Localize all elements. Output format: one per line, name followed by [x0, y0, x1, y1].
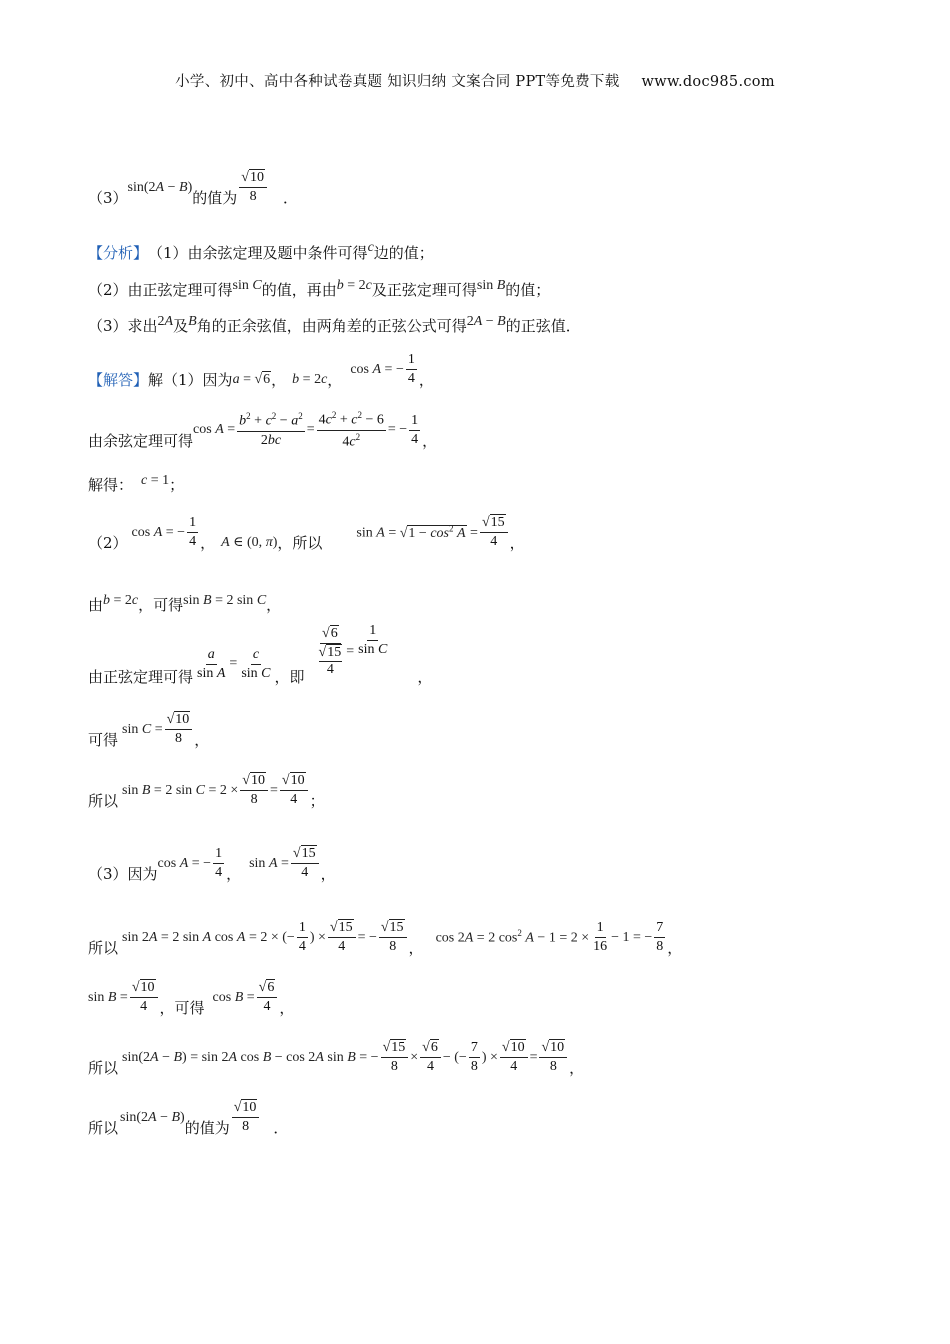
solution-2-line-1: （2） cos A = − $\frac{1}{4}$ ， A ∈ (0, π) ， 所以 sin A = √ $1 - \cos^2 A$ = √ $\frac{15}{4}$ ， [88, 515, 525, 550]
solution-3-sinB-cosB: sin B = √ $\frac{10}{4}$ ， 可得 cos B = √ $\frac{6}{4}$ ， [88, 980, 294, 1015]
solution-tag: 【解答】 [88, 371, 149, 390]
solution-line-1: 【解答】 解（1）因为 a = √ 6 ， b = 2c ， cos A = − $\frac{1}{4}$ ， [88, 352, 434, 387]
solution-3-line-1: （3）因为 cos A = − $\frac{1}{4}$ ， sin A = √ $\frac{15}{4}$ ， [88, 846, 336, 881]
answer-3: （3） sin(2A − B) 的值为 √ 10 8 ． [88, 170, 298, 205]
analysis-tag: 【分析】 [88, 244, 149, 262]
analysis-line-2: （2）由正弦定理可得 sin C 的值，再由 b = 2c 及正弦定理可得 sin B 的值； [88, 277, 551, 299]
analysis-line-1: 【分析】 （1）由余弦定理及题中条件可得 c 边的值； [88, 239, 434, 262]
solution-2-line-2: 由 b = 2c ， 可得 sin B = 2 sin C ， [88, 592, 282, 614]
solution-c-value: 解得： c = 1 ； [88, 472, 185, 494]
header-text: 小学、初中、高中各种试卷真题 知识归纳 文案合同 PPT等免费下载 [175, 74, 620, 90]
solution-2-sine-law: 由正弦定理可得 $\frac{a}{\text{sin A}}$ = $\frac{c}{\text{sin C}}$ ， 即 √ 6 √ 15 4 = $\frac{1}{\text{sin C}}$ ， [88, 626, 432, 678]
solution-2-sinB: 所以 sin B = 2 sin C = 2 × √ $\frac{10}{8}$ = √ $\frac{10}{4}$ ； [88, 773, 325, 808]
frac-sqrt10-8: √ 10 8 [239, 170, 267, 205]
solution-cosine-law: 由余弦定理可得 cos A = $\frac{b^2 + c^2 - a^2}{2bc}$ = $\frac{4c^2 + c^2 - 6}{4c^2}$ = − $\frac{1}{4}$ ， [88, 410, 438, 450]
analysis-line-3: （3）求出 2A 及 B 角的正余弦值，由两角差的正弦公式可得 2A − B 的正弦值． [88, 313, 581, 335]
solution-3-difference: 所以 sin(2A − B) = sin 2A cos B − cos 2A sin B = − √ $\frac{15}{8}$ × √ $\frac{6}{4}$ − (− $\frac{7}{8}$ ) × √ $\frac{10}{4}$ = √ $\frac{10}{8}$ ， [88, 1040, 584, 1075]
solution-3-double-angle: 所以 sin 2A = 2 sin A cos A = 2 × (− $\frac{1}{4}$ ) × √ $\frac{15}{4}$ = − √ $\frac{15}{8}$ ， cos 2A = 2 $\cos^2 A - 1 = 2$ × $\frac{1}{16}$ − 1 = − $\frac{7}{8}$ ， [88, 920, 682, 955]
page-header [0, 70, 950, 91]
solution-final: 所以 sin(2A − B) 的值为 √ 10 8 ． [88, 1100, 288, 1135]
header-site: www.doc985.com [641, 74, 775, 90]
solution-2-sinC: 可得 sin C = √ $\frac{10}{8}$ ， [88, 712, 209, 747]
